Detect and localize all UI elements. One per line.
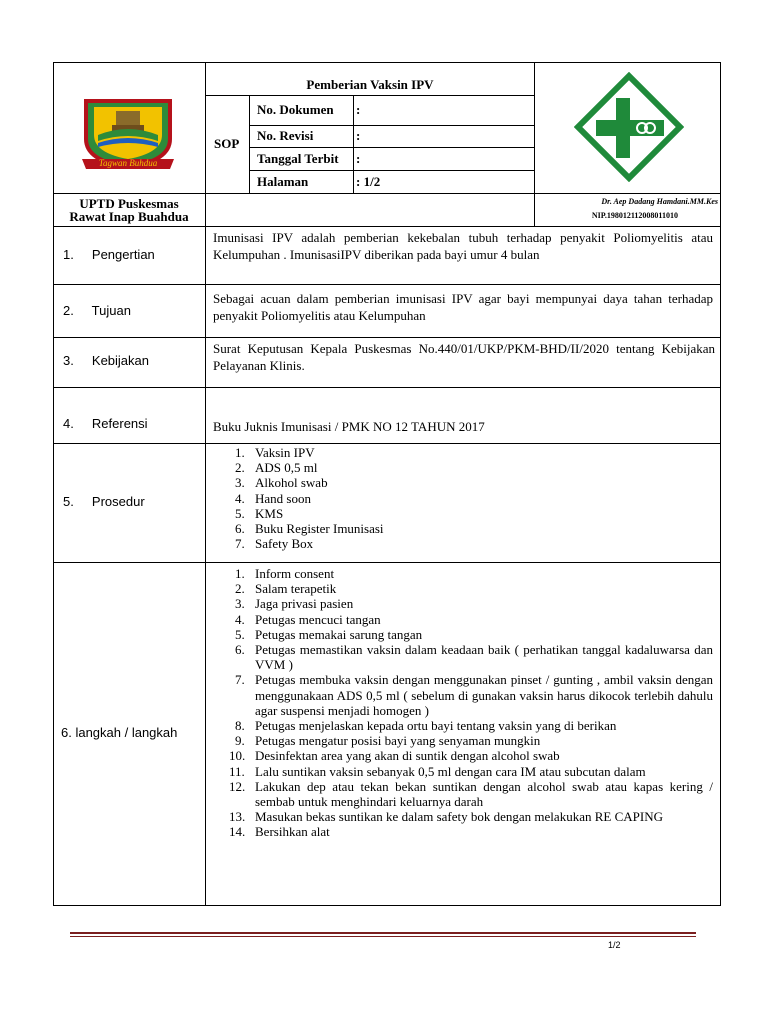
list-item: 10. Desinfektan area yang akan di suntik dengan alcohol swab xyxy=(229,748,560,764)
section-label-pengertian: 1. Pengertian xyxy=(63,247,155,262)
footer-divider xyxy=(70,932,696,934)
list-item: 2. ADS 0,5 ml xyxy=(235,460,318,476)
list-item: 7. Safety Box xyxy=(235,536,314,552)
document-title: Pemberian Vaksin IPV xyxy=(306,77,434,92)
langkah-list xyxy=(210,566,713,840)
list-item: 3. Jaga privasi pasien xyxy=(235,596,354,612)
list-item: 6. Petugas memastikan vaksin dalam keadaan baik ( perhatikan tanggal kadaluwarsa dan VVM ) xyxy=(235,642,713,673)
section-label-kebijakan: 3. Kebijakan xyxy=(63,353,149,368)
section-text-referensi: Buku Juknis Imunisasi / PMK NO 12 TAHUN 2017 xyxy=(213,419,485,434)
list-item: 3. Alkohol swab xyxy=(235,475,328,491)
list-item: 11. Lalu suntikan vaksin sebanyak 0,5 ml dengan cara IM atau subcutan dalam xyxy=(229,763,646,779)
unit-name-line1: UPTD Puskesmas xyxy=(79,196,179,211)
footer-divider-thin xyxy=(70,936,696,937)
row-value-no-revisi: : xyxy=(356,128,361,143)
emblem-banner-text: Tagwan Buhdua xyxy=(98,158,158,168)
section-label-tujuan: 2. Tujuan xyxy=(63,303,131,318)
regional-emblem-icon xyxy=(76,95,180,175)
footer-page-number: 1/2 xyxy=(608,940,621,950)
list-item: 5. KMS xyxy=(235,505,284,521)
list-item: 13. Masukan bekas suntikan ke dalam safety bok dengan melakukan RE CAPING xyxy=(229,809,663,825)
section-text-kebijakan: Surat Keputusan Kepala Puskesmas No.440/01/UKP/PKM-BHD/II/2020 tentang Kebijakan Pelayanan Klinis. xyxy=(213,341,715,373)
list-item: 14. Bersihkan alat xyxy=(229,824,330,840)
row-value-halaman: : 1/2 xyxy=(356,174,381,189)
section-label-prosedur: 5. Prosedur xyxy=(63,494,145,509)
sop-label: SOP xyxy=(214,136,240,151)
row-value-no-dokumen: : xyxy=(356,102,361,117)
list-item: 9. Petugas mengatur posisi bayi yang senyaman mungkin xyxy=(235,733,541,749)
row-value-tanggal-terbit: : xyxy=(356,151,361,166)
puskesmas-cross-icon xyxy=(574,72,684,182)
list-item: 6. Buku Register Imunisasi xyxy=(235,521,384,537)
section-label-referensi: 4. Referensi xyxy=(63,416,148,431)
list-item: 2. Salam terapetik xyxy=(235,581,337,597)
row-label-tanggal-terbit: Tanggal Terbit xyxy=(257,151,339,166)
list-item: 1. Inform consent xyxy=(235,566,335,581)
section-text-tujuan: Sebagai acuan dalam pemberian imunisasi IPV agar bayi mempunyai daya tahan terhadap penyakit Poliomyelitis atau Kelumpuhan xyxy=(213,291,713,323)
section-text-pengertian: Imunisasi IPV adalah pemberian kekebalan tubuh terhadap penyakit Poliomyelitis atau Kelumpuhan . ImunisasiIPV diberikan pada bayi umur 4 bulan xyxy=(213,230,713,262)
row-label-halaman: Halaman xyxy=(257,174,309,189)
list-item: 4. Petugas mencuci tangan xyxy=(235,611,381,627)
section-label-langkah: 6. langkah / langkah xyxy=(61,725,178,740)
signer-nip: NIP.198012112008011010 xyxy=(591,211,678,220)
prosedur-list xyxy=(210,445,713,551)
row-label-no-revisi: No. Revisi xyxy=(257,128,314,143)
list-item: 12. Lakukan dep atau tekan bekan suntikan dengan alcohol swab atau kapas kering / sembab untuk menghindari keluarnya darah xyxy=(229,778,713,810)
list-item: 8. Petugas menjelaskan kepada ortu bayi tentang vaksin yang di berikan xyxy=(235,718,617,734)
list-item: 4. Hand soon xyxy=(235,490,311,506)
unit-name-line2: Rawat Inap Buahdua xyxy=(69,209,189,224)
list-item: 5. Petugas memakai sarung tangan xyxy=(235,626,423,642)
signer-name: Dr. Aep Dadang Hamdani.MM.Kes xyxy=(601,197,718,206)
list-item: 7. Petugas membuka vaksin dengan menggunakan pinset / gunting , ambil vaksin dengan menggunakaan ADS 0,5 ml ( sebelum di gunakan vaksin harus dikocok terlebih dahulu agar suspensi menjadi homogen ) xyxy=(235,672,713,718)
row-label-no-dokumen: No. Dokumen xyxy=(257,102,334,117)
list-item: 1. Vaksin IPV xyxy=(235,445,315,460)
